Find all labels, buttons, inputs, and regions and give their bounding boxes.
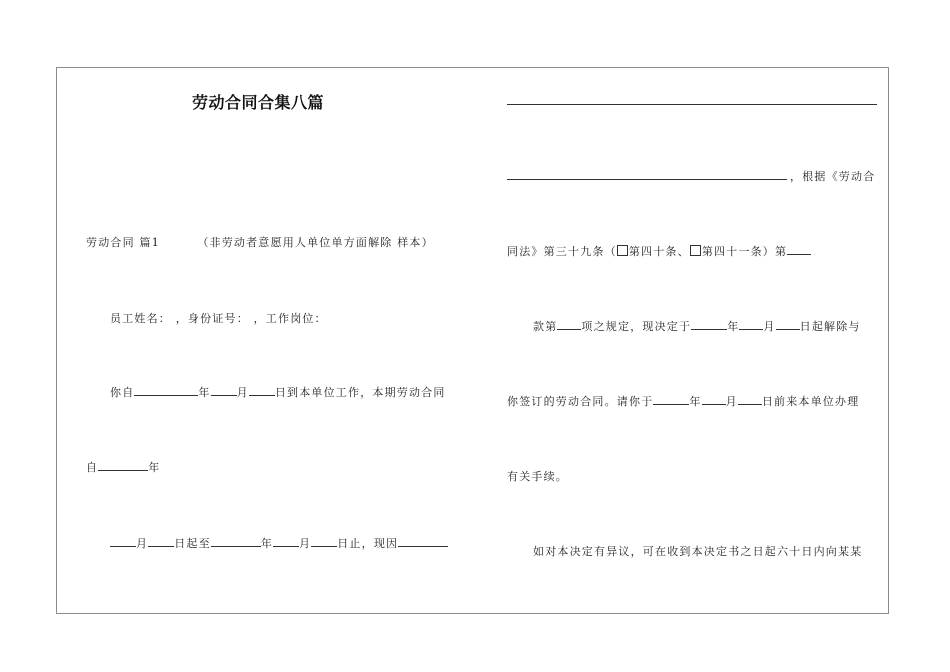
- blank-year: [653, 394, 689, 405]
- text-fragment: 项之规定，现决定于: [581, 320, 692, 333]
- blank-month: [110, 536, 136, 547]
- text-fragment: 你签订的劳动合同。请你于: [507, 395, 654, 408]
- text-fragment: 日到本单位工作，本期劳动合同: [274, 386, 446, 399]
- text-fragment: 年: [260, 537, 274, 550]
- text-fragment: 日前来本单位办理: [761, 395, 860, 408]
- blank-day: [249, 385, 275, 396]
- termination-date-line: [533, 318, 861, 334]
- document-page-frame: [56, 67, 889, 614]
- checkbox-icon: [690, 245, 701, 256]
- blank-year: [211, 536, 261, 547]
- blank-day: [311, 536, 337, 547]
- procedure-date-line: [507, 393, 859, 409]
- blank-year: [134, 385, 198, 396]
- text-fragment: 月: [299, 537, 312, 550]
- blank-day: [776, 319, 800, 330]
- text-fragment: 第四十一条）第: [701, 245, 788, 258]
- employment-start-line: [110, 384, 446, 400]
- blank-month: [702, 394, 726, 405]
- blank-day: [738, 394, 762, 405]
- objection-line: 如对本决定有异议，可在收到本决定书之日起六十日内向某某: [533, 545, 863, 558]
- blank-line-rule: [507, 179, 787, 180]
- blank-month: [211, 385, 237, 396]
- text-fragment: 同法》第三十九条（: [507, 245, 617, 258]
- blank-article: [787, 244, 811, 255]
- text-fragment: 日起解除与: [799, 320, 861, 333]
- blank-line-rule: [507, 104, 877, 105]
- text-fragment: 自: [86, 461, 99, 474]
- blank-year: [691, 319, 727, 330]
- blank-day: [148, 536, 174, 547]
- text-fragment: 年: [198, 386, 211, 399]
- text-fragment: 月: [236, 386, 249, 399]
- text-fragment: 日止，现因: [337, 537, 399, 550]
- blank-month: [739, 319, 763, 330]
- blank-clause: [557, 319, 581, 330]
- employee-info-line: 员工姓名： ，身份证号： ，工作岗位：: [110, 312, 327, 325]
- blank-reason: [398, 536, 448, 547]
- text-fragment: 你自: [110, 386, 135, 399]
- law-article-line: [507, 243, 811, 259]
- text-fragment: 年: [148, 461, 161, 474]
- document-title: 劳动合同合集八篇: [192, 93, 325, 112]
- blank-month: [273, 536, 299, 547]
- text-fragment: 日起至: [174, 537, 211, 550]
- text-fragment: 款第: [533, 320, 558, 333]
- checkbox-icon: [617, 245, 628, 256]
- text-fragment: 月: [763, 320, 776, 333]
- text-fragment: 月: [136, 537, 149, 550]
- contract-heading-note: （非劳动者意愿用人单位单方面解除 样本）: [197, 236, 434, 249]
- text-fragment: 年: [727, 320, 740, 333]
- text-fragment: 月: [725, 395, 738, 408]
- blank-year: [98, 460, 148, 471]
- text-fragment: 年: [689, 395, 702, 408]
- contract-heading: [86, 234, 434, 250]
- text-line-tail: ，根据《劳动合: [790, 170, 876, 183]
- text-fragment: 第四十条、: [628, 245, 690, 258]
- procedure-tail-line: 有关手续。: [507, 470, 568, 483]
- contract-from-line: [86, 459, 160, 475]
- contract-end-line: [110, 535, 448, 551]
- contract-heading-label: 劳动合同 篇1: [86, 236, 160, 249]
